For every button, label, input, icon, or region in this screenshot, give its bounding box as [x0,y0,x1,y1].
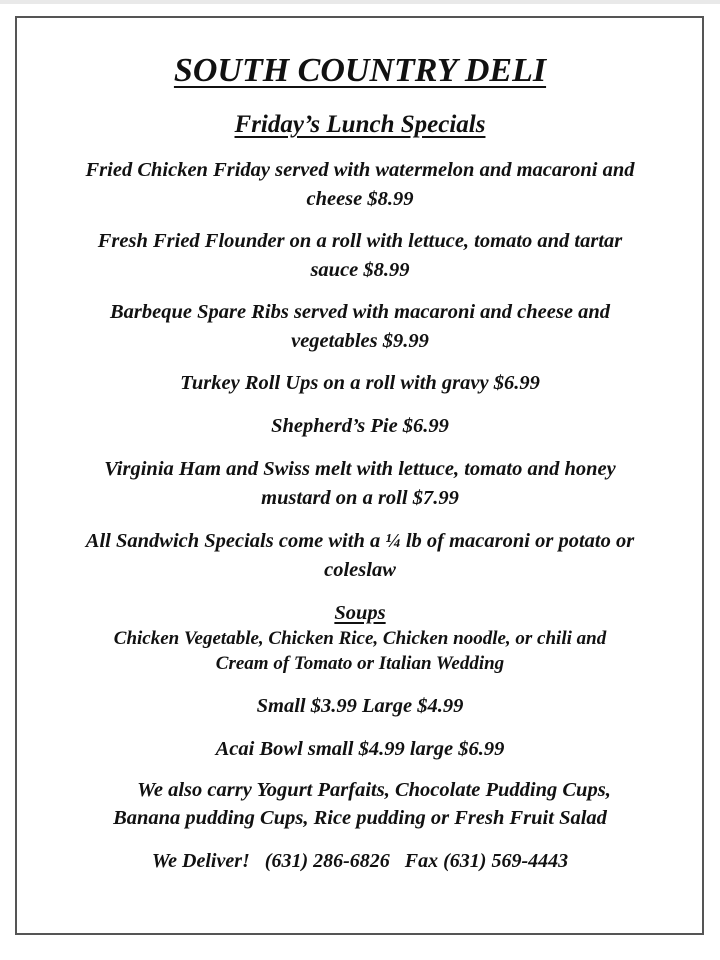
acai-bowl-prices: Acai Bowl small $4.99 large $6.99 [215,738,505,760]
soups-heading: Soups [334,602,386,624]
special-fried-chicken-line-1: Fried Chicken Friday served with watermelon and macaroni and [85,159,635,181]
soups-list-line-1: Chicken Vegetable, Chicken Rice, Chicken noodle, or chili and [113,628,607,649]
extras-line-2: Banana pudding Cups, Rice pudding or Fresh Fruit Salad [113,807,607,829]
sandwich-sides-note-line-2: coleslaw [324,559,396,581]
delivery-contact-info: We Deliver! (631) 286-6826 Fax (631) 569-4443 [151,850,569,872]
special-virginia-ham-line-1: Virginia Ham and Swiss melt with lettuce, tomato and honey [104,458,616,480]
page-top-edge [0,0,720,4]
special-turkey-roll-ups: Turkey Roll Ups on a roll with gravy $6.99 [180,372,540,394]
special-spare-ribs-line-2: vegetables $9.99 [291,330,429,352]
special-shepherds-pie: Shepherd’s Pie $6.99 [271,415,449,437]
specials-heading: Friday’s Lunch Specials [234,111,486,138]
sandwich-sides-note-line-1: All Sandwich Specials come with a ¼ lb of macaroni or potato or [85,530,635,552]
deli-title: SOUTH COUNTRY DELI [173,52,547,89]
special-spare-ribs-line-1: Barbeque Spare Ribs served with macaroni and cheese and [110,301,610,323]
special-virginia-ham-line-2: mustard on a roll $7.99 [261,487,459,509]
soups-list-line-2: Cream of Tomato or Italian Wedding [215,653,505,674]
extras-line-1: We also carry Yogurt Parfaits, Chocolate Pudding Cups, [137,779,611,801]
special-flounder-line-2: sauce $8.99 [310,259,410,281]
special-flounder-line-1: Fresh Fried Flounder on a roll with lettuce, tomato and tartar [97,230,623,252]
special-fried-chicken-line-2: cheese $8.99 [306,188,414,210]
soup-prices: Small $3.99 Large $4.99 [256,695,464,717]
